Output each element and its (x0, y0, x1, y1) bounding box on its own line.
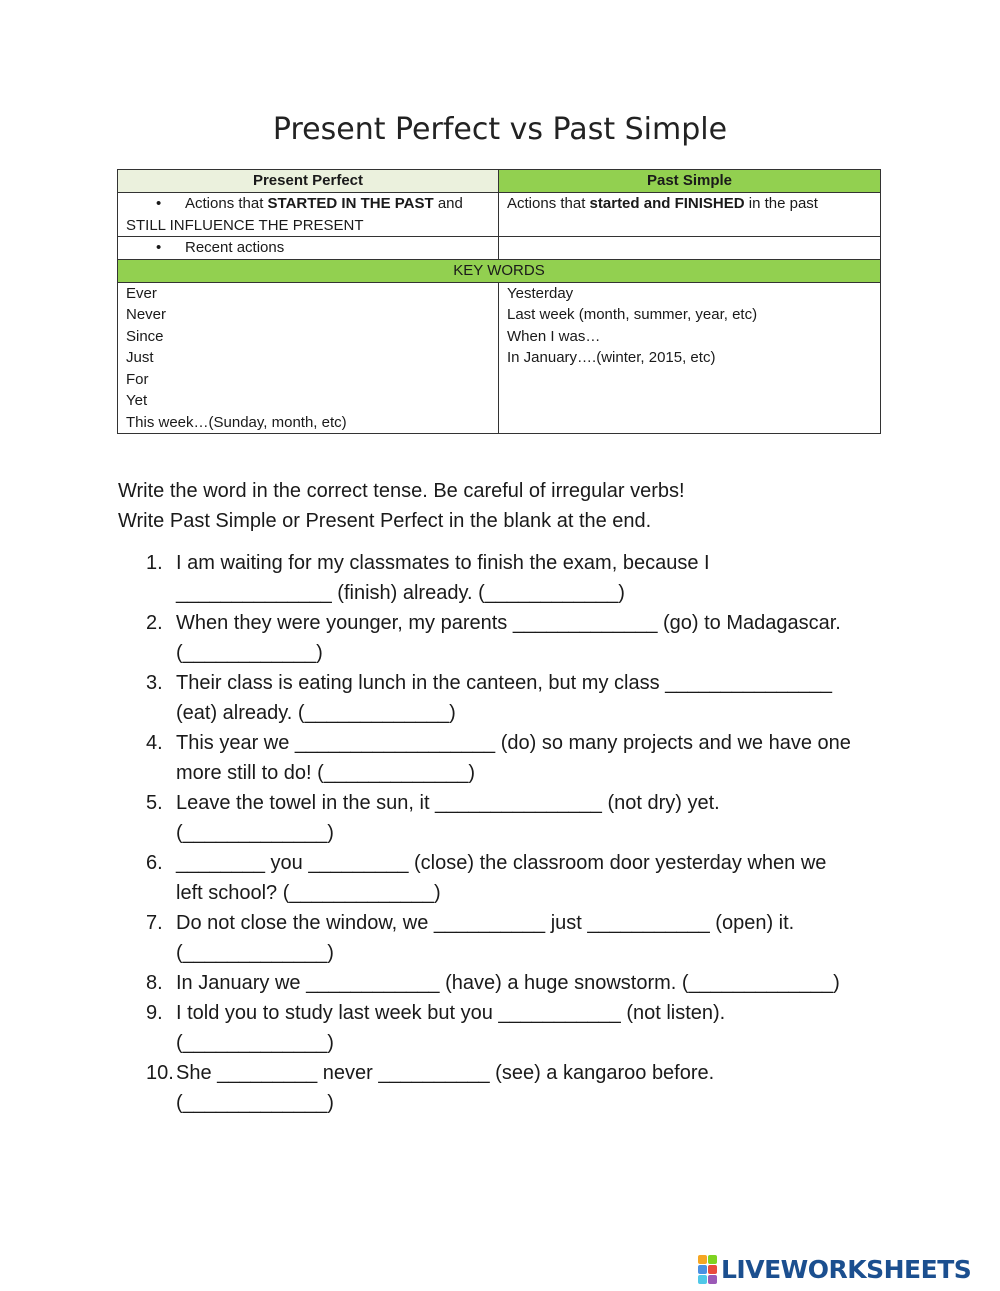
logo-block (698, 1265, 707, 1274)
ps-definition-cell (499, 193, 881, 237)
logo-block (708, 1275, 717, 1284)
pp-key-word: Ever (126, 284, 157, 302)
ps-key-words (499, 282, 881, 434)
exercise-answer-line[interactable]: (_____________) (176, 1032, 334, 1054)
pp-key-word: For (126, 370, 149, 388)
pp-recent-cell (118, 237, 499, 260)
logo-block (708, 1255, 717, 1264)
exercise-answer-line[interactable]: (____________) (176, 642, 323, 664)
exercise-item (118, 608, 908, 668)
exercise-item (118, 548, 908, 608)
exercise-item (118, 728, 908, 788)
exercise-list (118, 548, 908, 1118)
pp-key-words (118, 282, 499, 434)
exercise-text: Leave the towel in the sun, it _______________ (not dry) yet. (176, 792, 720, 814)
instruction-line-1: Write the word in the correct tense. Be careful of irregular verbs! (118, 480, 685, 502)
exercise-item (118, 668, 908, 728)
logo-text: LIVEWORKSHEETS (721, 1254, 972, 1284)
pp-key-word: Just (126, 349, 154, 366)
exercise-answer-line[interactable]: (_____________) (176, 942, 334, 964)
exercise-item (118, 1058, 908, 1118)
pp-recent-actions: Recent actions (185, 239, 285, 256)
logo-block (698, 1255, 707, 1264)
ps-key-word: In January….(winter, 2015, etc) (507, 349, 716, 366)
ps-key-word: When I was… (507, 327, 601, 345)
exercise-number: 10. (146, 1062, 174, 1084)
logo-block (708, 1265, 717, 1274)
exercise-text: She _________ never __________ (see) a kangaroo before. (176, 1062, 715, 1084)
pp-key-word: This week…(Sunday, month, etc) (126, 413, 347, 431)
exercise-number: 8. (146, 972, 163, 994)
exercise-answer-line[interactable]: ______________ (finish) already. (____________) (176, 582, 625, 604)
exercise-number: 2. (146, 612, 163, 634)
ps-key-word: Last week (month, summer, year, etc) (507, 306, 758, 323)
ps-definition-suffix: in the past (744, 195, 818, 212)
pp-definition-cell (118, 193, 499, 237)
liveworksheets-logo[interactable] (698, 1254, 971, 1284)
exercise-text: ________ you _________ (close) the classroom door yesterday when we (176, 852, 827, 874)
empty-cell (499, 237, 881, 260)
exercise-text: I am waiting for my classmates to finish the exam, because I (176, 552, 710, 574)
exercise-answer-line[interactable]: left school? (_____________) (176, 882, 441, 904)
logo-blocks-icon (698, 1255, 717, 1284)
key-words-header: KEY WORDS (118, 259, 881, 282)
instructions (118, 476, 685, 536)
exercise-item (118, 848, 908, 908)
pp-definition-bold: STARTED IN THE PAST (267, 195, 434, 212)
bullet-icon: • (156, 239, 162, 256)
exercise-number: 6. (146, 852, 163, 874)
exercise-number: 3. (146, 672, 163, 694)
exercise-answer-line[interactable]: (_____________) (176, 822, 334, 844)
page-title: Present Perfect vs Past Simple (272, 112, 728, 147)
exercise-item (118, 908, 908, 968)
pp-definition-line2: STILL INFLUENCE THE PRESENT (126, 216, 364, 234)
exercise-text: This year we __________________ (do) so many projects and we have one (176, 732, 851, 754)
pp-key-word: Yet (126, 392, 148, 409)
exercise-text[interactable]: In January we ____________ (have) a huge snowstorm. (_____________) (176, 972, 840, 994)
logo-block (698, 1275, 707, 1284)
grammar-table (117, 169, 881, 434)
pp-key-word: Never (126, 306, 167, 323)
past-simple-header: Past Simple (499, 170, 881, 193)
present-perfect-header: Present Perfect (118, 170, 499, 193)
exercise-text: Do not close the window, we __________ just ___________ (open) it. (176, 912, 795, 934)
bullet-icon: • (156, 195, 162, 212)
pp-definition-prefix: Actions that (185, 195, 268, 212)
ps-key-word: Yesterday (507, 284, 574, 302)
exercise-number: 4. (146, 732, 163, 754)
exercise-number: 5. (146, 792, 163, 814)
exercise-item (118, 968, 908, 998)
exercise-text: Their class is eating lunch in the canteen, but my class _______________ (176, 672, 832, 694)
exercise-text: I told you to study last week but you ___________ (not listen). (176, 1002, 726, 1024)
exercise-item (118, 788, 908, 848)
exercise-answer-line[interactable]: (eat) already. (_____________) (176, 702, 456, 724)
exercise-number: 7. (146, 912, 163, 934)
exercise-answer-line[interactable]: more still to do! (_____________) (176, 762, 476, 784)
exercise-number: 1. (146, 552, 163, 574)
pp-key-word: Since (126, 327, 164, 345)
pp-definition-suffix: and (433, 195, 463, 212)
exercise-answer-line[interactable]: (_____________) (176, 1092, 334, 1114)
exercise-number: 9. (146, 1002, 163, 1024)
exercise-text: When they were younger, my parents _____________ (go) to Madagascar. (176, 612, 841, 634)
ps-definition-bold: started and FINISHED (589, 195, 745, 212)
instruction-line-2: Write Past Simple or Present Perfect in the blank at the end. (118, 510, 652, 532)
ps-definition-prefix: Actions that (507, 195, 590, 212)
exercise-item (118, 998, 908, 1058)
